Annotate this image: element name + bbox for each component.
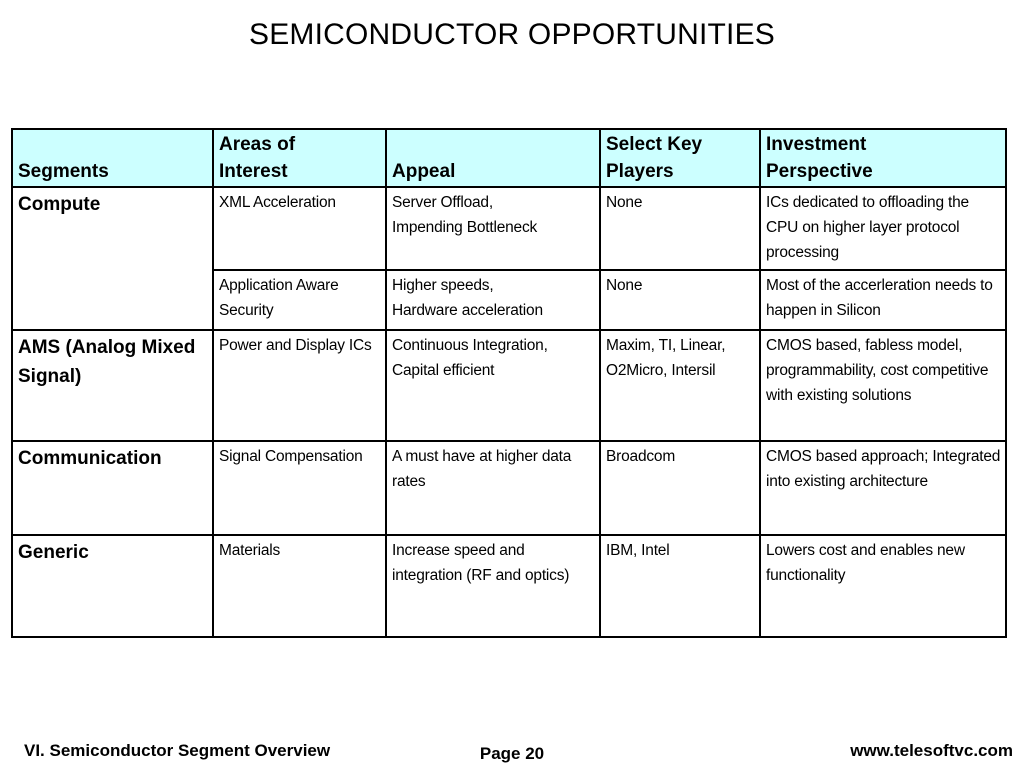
segment-cell: AMS (Analog Mixed Signal) <box>12 330 213 441</box>
table-row <box>12 441 1006 535</box>
table-header-row <box>12 129 1006 187</box>
areas-cell: XML Acceleration <box>213 187 386 270</box>
players-cell: Broadcom <box>600 441 760 535</box>
perspective-cell: Lowers cost and enables new functionality <box>760 535 1006 637</box>
opportunities-table <box>11 128 1007 638</box>
footer-section-label: VI. Semiconductor Segment Overview <box>24 741 331 760</box>
segment-cell: Generic <box>12 535 213 637</box>
areas-cell: Materials <box>213 535 386 637</box>
players-cell: None <box>600 270 760 330</box>
perspective-cell: Most of the accerleration needs to happen in Silicon <box>760 270 1006 330</box>
appeal-cell: Higher speeds, Hardware acceleration <box>386 270 600 330</box>
page-number: Page 20 <box>479 744 545 763</box>
areas-cell: Application Aware Security <box>213 270 386 330</box>
areas-cell: Signal Compensation <box>213 441 386 535</box>
players-cell: Maxim, TI, Linear, O2Micro, Intersil <box>600 330 760 441</box>
segment-cell: Compute <box>12 187 213 330</box>
areas-cell: Power and Display ICs <box>213 330 386 441</box>
perspective-cell: ICs dedicated to offloading the CPU on higher layer protocol processing <box>760 187 1006 270</box>
footer-website-link[interactable]: www.telesoftvc.com <box>850 741 1013 760</box>
table-row <box>12 330 1006 441</box>
table-row <box>12 187 1006 270</box>
perspective-cell: CMOS based, fabless model, programmability, cost competitive with existing solutions <box>760 330 1006 441</box>
header-select-key-players: Select Key Players <box>600 129 760 187</box>
header-areas-of-interest: Areas of Interest <box>213 129 386 187</box>
perspective-cell: CMOS based approach; Integrated into existing architecture <box>760 441 1006 535</box>
players-cell: None <box>600 187 760 270</box>
appeal-cell: Server Offload, Impending Bottleneck <box>386 187 600 270</box>
players-cell: IBM, Intel <box>600 535 760 637</box>
table-row <box>12 535 1006 637</box>
appeal-cell: Continuous Integration, Capital efficient <box>386 330 600 441</box>
slide-title: SEMICONDUCTOR OPPORTUNITIES <box>248 18 775 51</box>
appeal-cell: A must have at higher data rates <box>386 441 600 535</box>
appeal-cell: Increase speed and integration (RF and optics) <box>386 535 600 637</box>
segment-cell: Communication <box>12 441 213 535</box>
header-segments: Segments <box>12 129 213 187</box>
header-appeal: Appeal <box>386 129 600 187</box>
header-investment-perspective: Investment Perspective <box>760 129 1006 187</box>
